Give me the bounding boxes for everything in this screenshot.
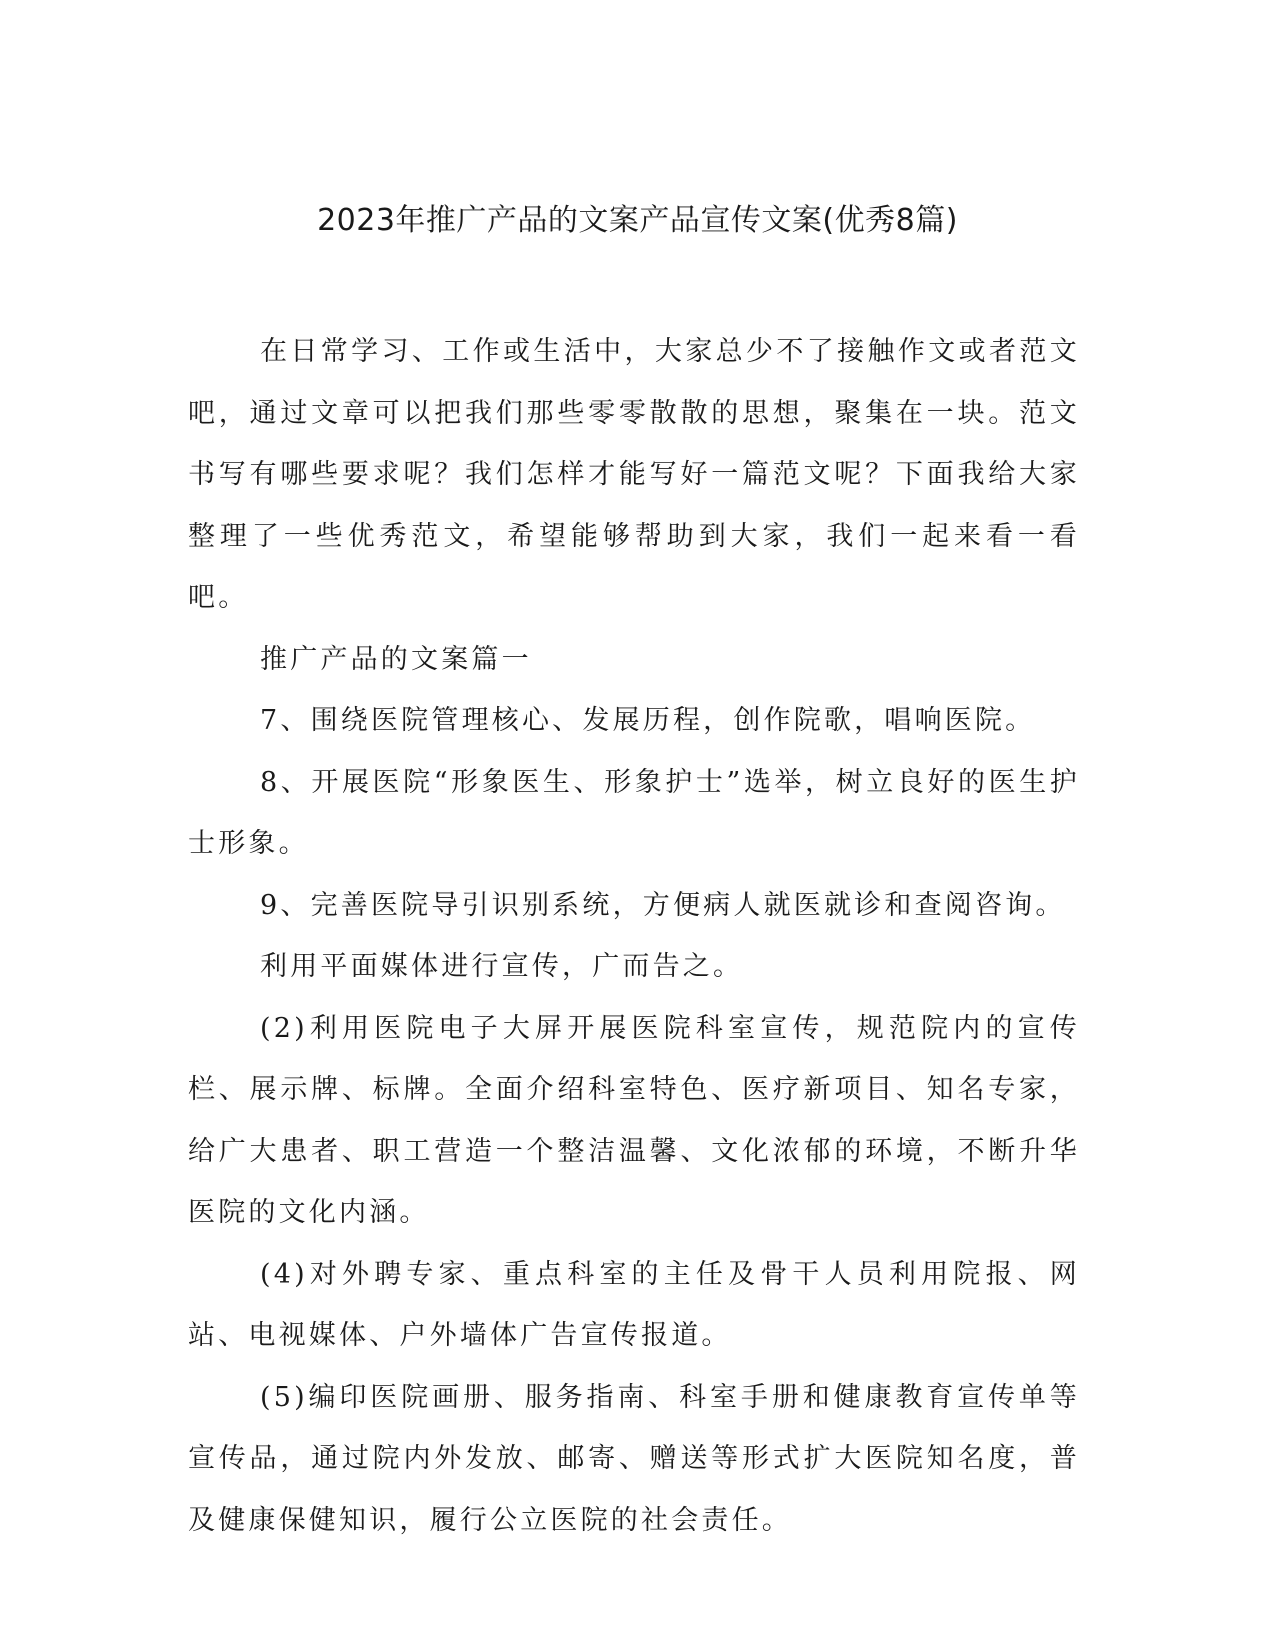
paragraph-item-2: (2)利用医院电子大屏开展医院科室宣传，规范院内的宣传栏、展示牌、标牌。全面介绍科室特色、医疗新项目、知名专家，给广大患者、职工营造一个整洁温馨、文化浓郁的环境，不断升华医院的文化内涵。	[188, 1012, 1080, 1228]
paragraph-item-5: (5)编印医院画册、服务指南、科室手册和健康教育宣传单等宣传品，通过院内外发放、邮寄、赠送等形式扩大医院知名度，普及健康保健知识，履行公立医院的社会责任。	[188, 1381, 1080, 1536]
paragraph-item-9: 9、完善医院导引识别系统，方便病人就医就诊和查阅咨询。	[260, 889, 1066, 921]
paragraph-print-media: 利用平面媒体进行宣传，广而告之。	[260, 951, 744, 982]
paragraph-intro: 在日常学习、工作或生活中，大家总少不了接触作文或者范文吧，通过文章可以把我们那些零零散散的思想，聚集在一块。范文书写有哪些要求呢？我们怎样才能写好一篇范文呢？下面我给大家整理了一些优秀范文，希望能够帮助到大家，我们一起来看一看吧。	[188, 336, 1080, 613]
paragraph-item-4: (4)对外聘专家、重点科室的主任及骨干人员利用院报、网站、电视媒体、户外墙体广告宣传报道。	[188, 1258, 1080, 1351]
section-heading: 推广产品的文案篇一	[260, 643, 532, 675]
document-body	[188, 321, 1080, 1551]
paragraph-item-8: 8、开展医院“形象医生、形象护士”选举，树立良好的医生护士形象。	[188, 766, 1080, 859]
document-title: 2023年推广产品的文案产品宣传文案(优秀8篇)	[317, 203, 958, 238]
paragraph-item-7: 7、围绕医院管理核心、发展历程，创作院歌，唱响医院。	[260, 705, 1036, 736]
